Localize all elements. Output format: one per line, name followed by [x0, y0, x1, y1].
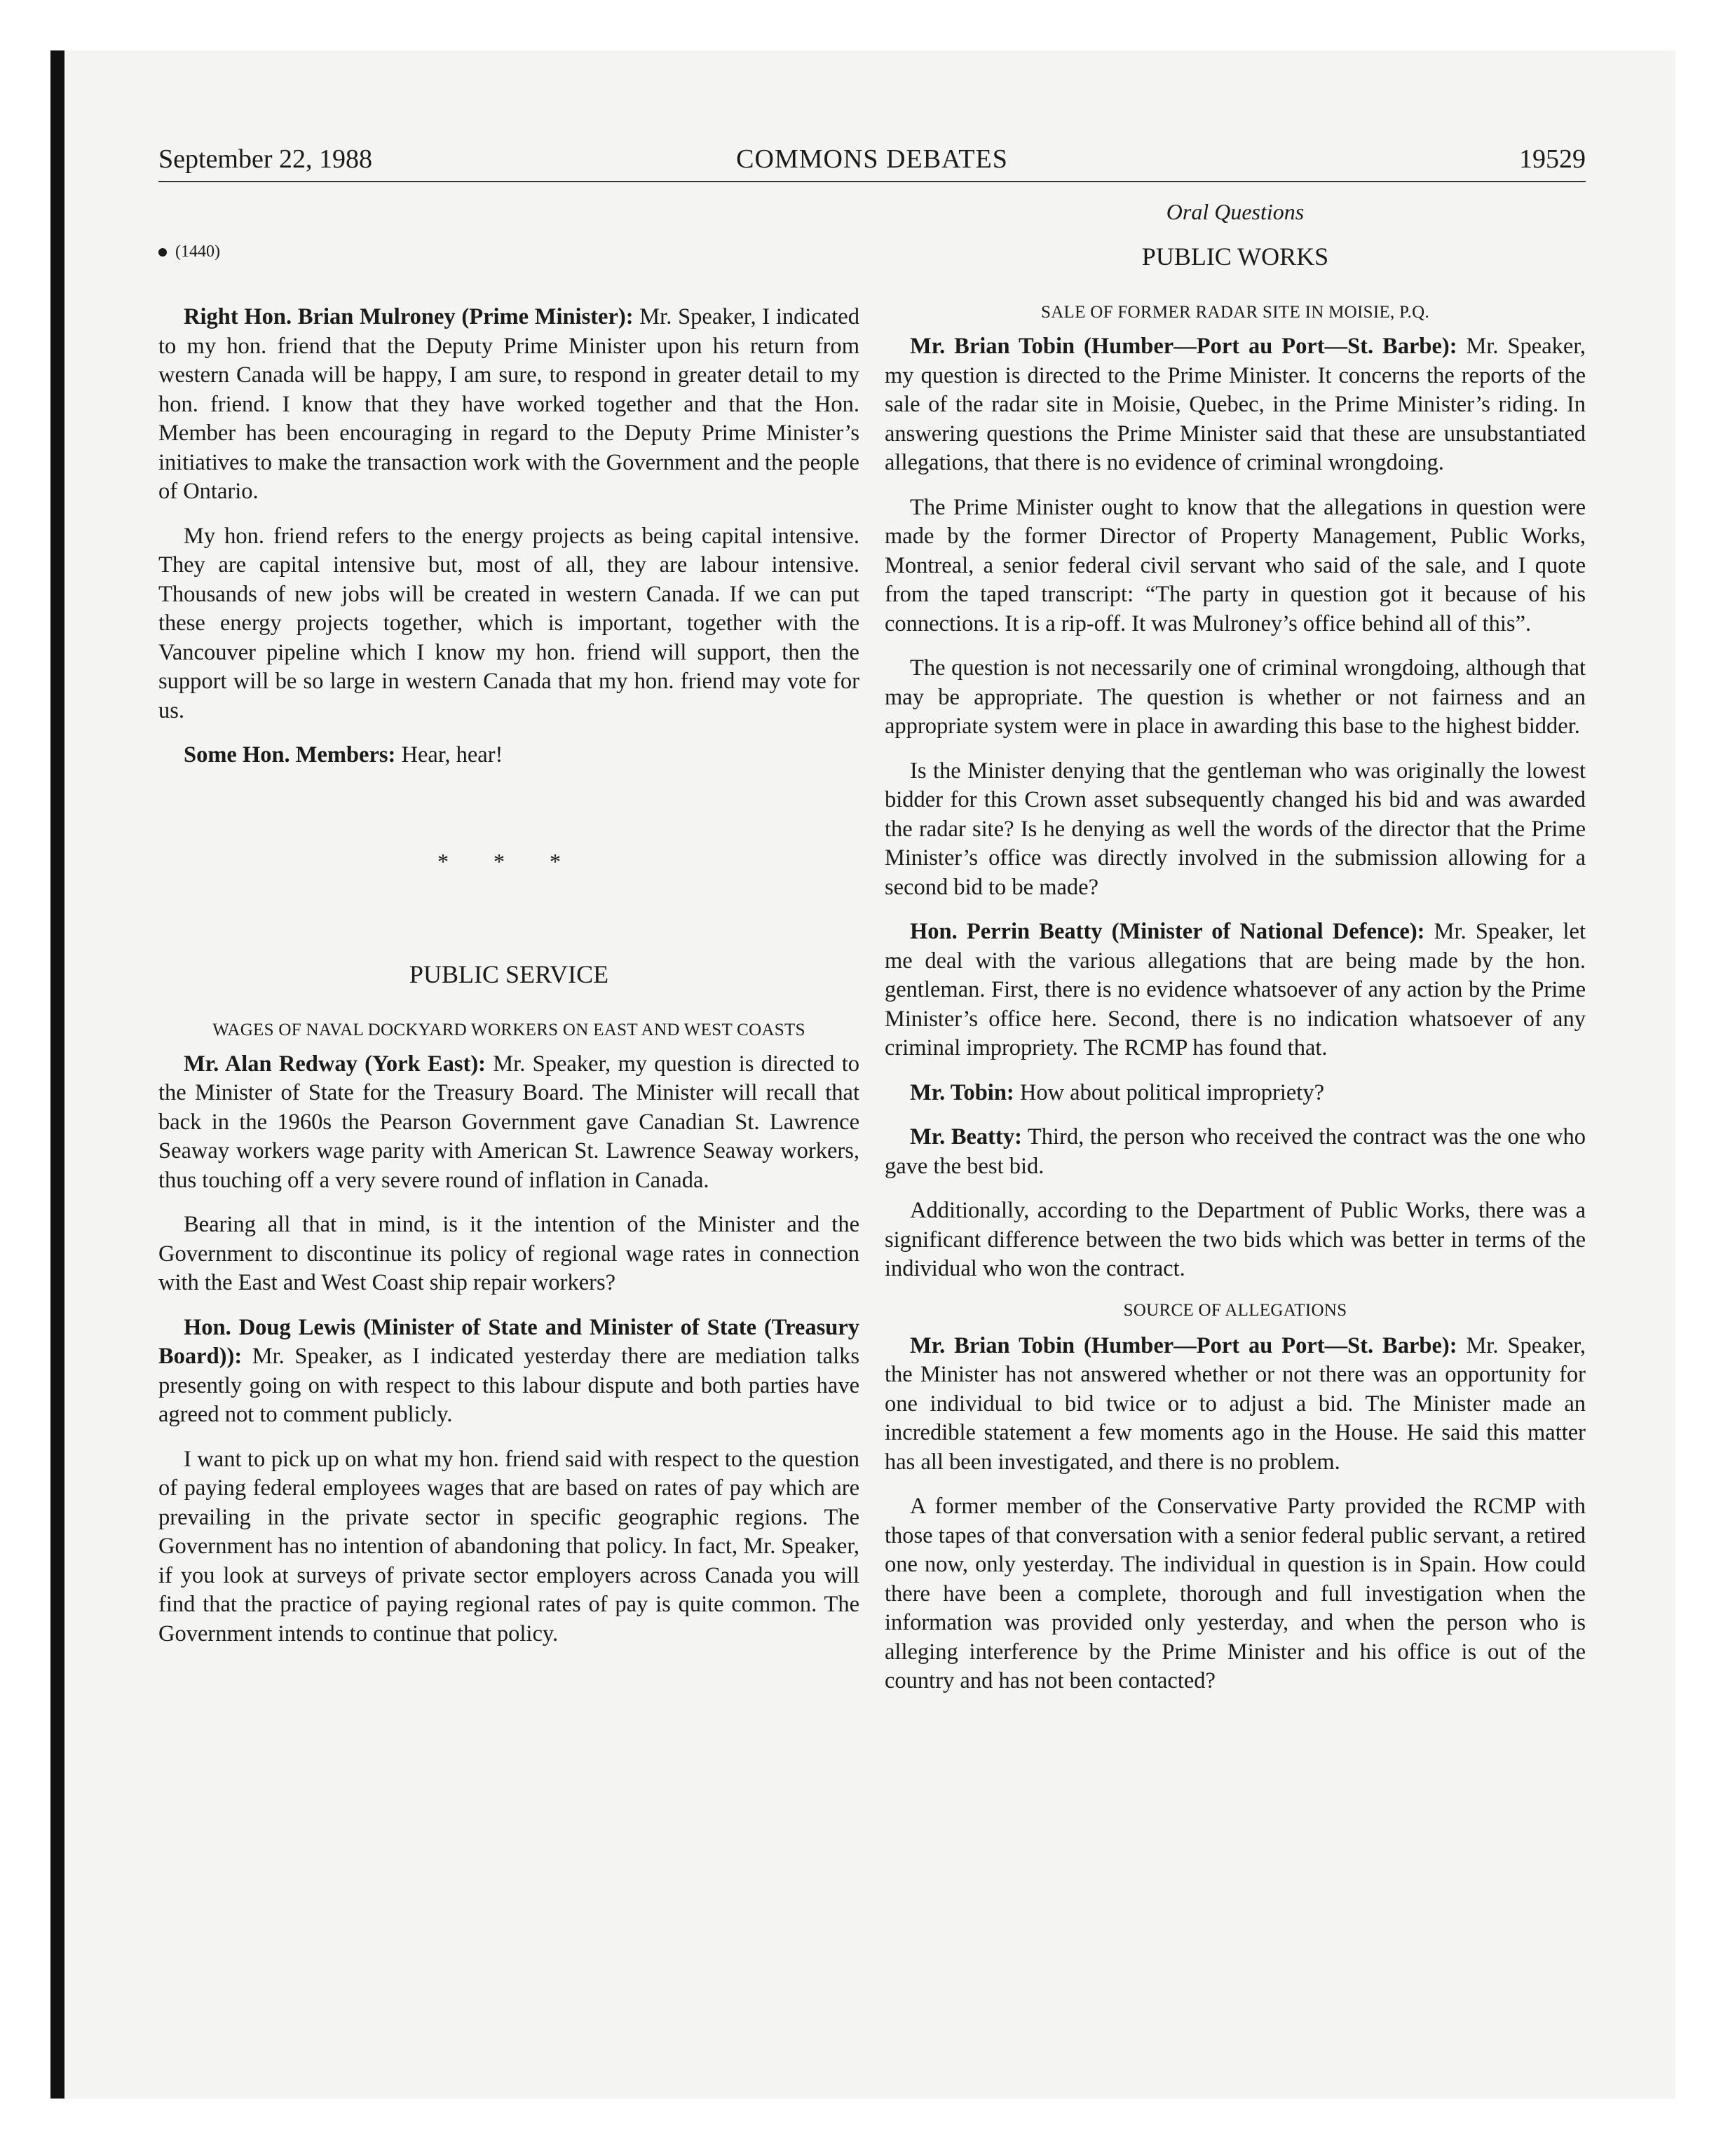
paragraph: Is the Minister denying that the gentleman who was originally the lowest bidder for this Crown asset subsequently changed his bid and was awarded the radar site? Is he denying as well the words of the director that the Prime Minister’s office was directly involved in the submission allowing for a second bid to be made?	[885, 758, 1586, 900]
time-marker	[158, 241, 859, 262]
header-title: COMMONS DEBATES	[736, 144, 1008, 174]
paragraph	[158, 1314, 859, 1430]
section-title: PUBLIC WORKS	[1141, 243, 1329, 271]
paragraph-text: How about political impropriety?	[1014, 1079, 1324, 1105]
paragraph-text: Hear, hear!	[395, 742, 503, 767]
paragraph-text: Mr. Speaker, my question is directed to the Prime Minister. It concerns the reports of the sale of the radar site in Moisie, Quebec, in the Prime Minister’s riding. In answering questions the Prime Minister said that these are unsubstantiated allegations, that there is no evidence of criminal wrongdoing.	[885, 334, 1586, 475]
paragraph: I want to pick up on what my hon. friend said with respect to the question of paying federal employees wages that are based on rates of pay which are prevailing in the private sector in specific geographic regions. The Government has no intention of abandoning that policy. In fact, Mr. Speaker, if you look at surveys of private sector employers across Canada you will find that the practice of paying regional rates of pay is quite common. The Government intends to continue that policy.	[158, 1446, 859, 1646]
header-page-number: 19529	[1519, 144, 1586, 174]
speaker-name: Mr. Brian Tobin (Humber—Port au Port—St. Barbe):	[910, 1332, 1457, 1358]
subheading: SALE OF FORMER RADAR SITE IN MOISIE, P.Q.	[1040, 303, 1430, 322]
time-marker-text: (1440)	[175, 243, 220, 261]
paragraph-text: Third, the person who received the contract was the one who gave the best bid.	[885, 1124, 1586, 1179]
speaker-name: Right Hon. Brian Mulroney (Prime Minister):	[184, 304, 634, 329]
paragraph: My hon. friend refers to the energy projects as being capital intensive. They are capital intensive but, most of all, they are labour intensive. Thousands of new jobs will be created in western Canada. If we can put these energy projects together, which is important, together with the Vancouver pipeline which I know my hon. friend will support, then the support will be so large in western Canada that my hon. friend may vote for us.	[158, 523, 859, 723]
paragraph-text: Mr. Speaker, I indicated to my hon. friend that the Deputy Prime Minister upon his return from western Canada will be happy, I am sure, to respond in greater detail to my hon. friend. I know that they have worked together and that the Hon. Member has been encouraging in regard to the Deputy Prime Minister’s initiatives to make the transaction work with the Government and the people of Ontario.	[158, 304, 859, 504]
running-head: Oral Questions	[1166, 199, 1305, 224]
section-separator: * * *	[437, 848, 580, 874]
paragraph: Additionally, according to the Department of Public Works, there was a significant difference between the two bids which was better in terms of the individual who won the contract.	[885, 1198, 1586, 1281]
paragraph	[885, 1079, 1586, 1108]
speaker-name: Hon. Doug Lewis (Minister of State and Minister of State (Treasury Board)):	[158, 1314, 859, 1369]
speaker-name: Mr. Tobin:	[910, 1079, 1014, 1105]
subheading: WAGES OF NAVAL DOCKYARD WORKERS ON EAST AND WEST COASTS	[212, 1020, 805, 1039]
paragraph: Bearing all that in mind, is it the intention of the Minister and the Government to discontinue its policy of regional wage rates in connection with the East and West Coast ship repair workers?	[158, 1212, 859, 1295]
paragraph: The question is not necessarily one of criminal wrongdoing, although that may be appropriate. The question is whether or not fairness and an appropriate system were in place in awarding this base to the highest bidder.	[885, 655, 1586, 739]
header-date: September 22, 1988	[158, 144, 373, 174]
paragraph: The Prime Minister ought to know that the allegations in question were made by the former Director of Property Management, Public Works, Montreal, a senior federal civil servant who said of the sale, and I quote from the taped transcript: “The party in question got it because of his connections. It is a rip-off. It was Mulroney’s office behind all of this”.	[885, 494, 1586, 636]
paragraph-text: Mr. Speaker, let me deal with the various allegations that are being made by the hon. gentleman. First, there is no evidence whatsoever of any action by the Prime Minister’s office here. Second, there is no indication whatsoever of any criminal impropriety. The RCMP has found that.	[885, 919, 1586, 1060]
paragraph-text: Mr. Speaker, as I indicated yesterday there are mediation talks presently going on with respect to this labour dispute and both parties have agreed not to comment publicly.	[158, 1344, 859, 1427]
paragraph	[158, 741, 859, 770]
bullet-icon	[158, 248, 167, 257]
paragraph	[885, 332, 1586, 478]
speaker-name: Hon. Perrin Beatty (Minister of National Defence):	[910, 919, 1425, 944]
speaker-name: Mr. Alan Redway (York East):	[184, 1051, 486, 1077]
paragraph	[885, 1332, 1586, 1478]
paragraph	[885, 917, 1586, 1063]
subheading: SOURCE OF ALLEGATIONS	[1123, 1300, 1347, 1320]
left-column	[158, 198, 859, 1664]
paragraph	[158, 303, 859, 507]
right-column	[885, 198, 1586, 1712]
paragraph	[885, 1123, 1586, 1181]
speaker-name: Some Hon. Members:	[184, 742, 396, 767]
page-header	[158, 143, 1586, 182]
section-title: PUBLIC SERVICE	[409, 960, 609, 988]
scan-edge-bar	[50, 50, 64, 2099]
paragraph-text: Mr. Speaker, the Minister has not answered whether or not there was an opportunity for one individual to bid twice or to adjust a bid. The Minister made an incredible statement a few moments ago in the House. He said this matter has all been investigated, and there is no problem.	[885, 1332, 1586, 1475]
paragraph	[158, 1050, 859, 1196]
paragraph: A former member of the Conservative Party provided the RCMP with those tapes of that conversation with a senior federal public servant, a retired one now, only yesterday. The individual in question is in Spain. How could there have been a complete, thorough and full investigation when the information was provided only yesterday, and when the person who is alleging interference by the Prime Minister and his office is out of the country and has not been contacted?	[885, 1494, 1586, 1693]
paragraph-text: Mr. Speaker, my question is directed to the Minister of State for the Treasury Board. The Minister will recall that back in the 1960s the Pearson Government gave Canadian St. Lawrence Seaway workers wage parity with American St. Lawrence Seaway workers, thus touching off a very severe round of inflation in Canada.	[158, 1051, 860, 1193]
speaker-name: Mr. Beatty:	[910, 1124, 1022, 1149]
speaker-name: Mr. Brian Tobin (Humber—Port au Port—St. Barbe):	[910, 334, 1457, 359]
